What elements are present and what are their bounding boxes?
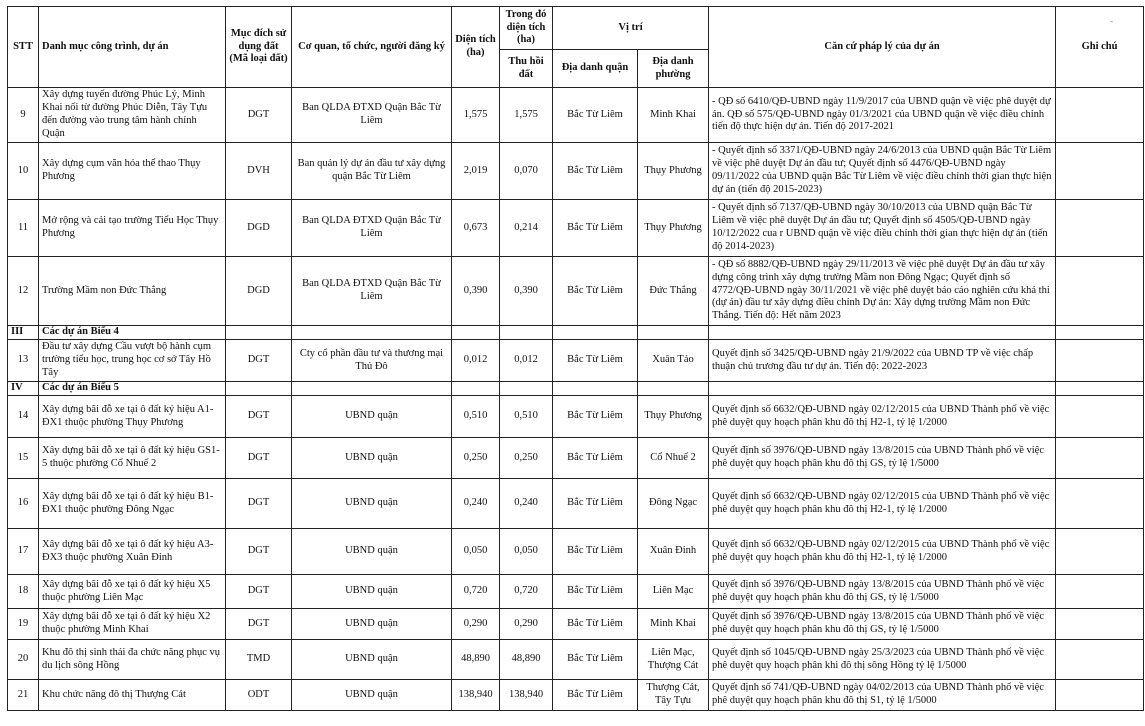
- cell-district: Bắc Từ Liêm: [553, 575, 638, 609]
- cell-stt: 18: [8, 575, 39, 609]
- cell-stt: 17: [8, 529, 39, 575]
- cell-ward: Thụy Phương: [638, 143, 709, 200]
- cell-area: 48,890: [452, 640, 500, 680]
- cell-note: [1056, 575, 1144, 609]
- header-stt: STT: [8, 7, 39, 88]
- cell-legal: Quyết định số 6632/QĐ-UBND ngày 02/12/2015 của UBND Thành phố về việc phê duyệt quy hoạch phân khu đô thị H2-1, tỷ lệ 1/2000: [709, 529, 1056, 575]
- cell-agency: Cty cổ phần đầu tư và thương mại Thủ Đô: [292, 340, 452, 382]
- cell-legal: Quyết định số 3976/QĐ-UBND ngày 13/8/2015 của UBND Thành phố về việc phê duyệt quy hoạch phân khu đô thị GS, tỷ lệ 1/5000: [709, 575, 1056, 609]
- cell-ward: Đông Ngạc: [638, 479, 709, 529]
- cell-note: [1056, 680, 1144, 711]
- cell-note: [1056, 200, 1144, 257]
- cell-legal: - Quyết định số 7137/QĐ-UBND ngày 30/10/2013 của UBND quận Bắc Từ Liêm về việc phê duyệt Dự án đầu tư; Quyết định số 4505/QĐ-UBND ngày 10/12/2022 cua r UBND quận về việc điều chỉnh thời gian thực hiện dự án (tiến độ 2014-2023): [709, 200, 1056, 257]
- cell-agency: Ban quản lý dự án đầu tư xây dựng quận Bắc Từ Liêm: [292, 143, 452, 200]
- cell-ward: Thụy Phương: [638, 200, 709, 257]
- cell-district: Bắc Từ Liêm: [553, 340, 638, 382]
- cell-area: 0,050: [452, 529, 500, 575]
- cell-project: Đầu tư xây dựng Cầu vượt bộ hành cụm trường tiểu học, trung học cơ sở Tây Hồ Tây: [39, 340, 226, 382]
- cell-stt: 16: [8, 479, 39, 529]
- project-table: [7, 6, 1144, 711]
- cell-stt: 13: [8, 340, 39, 382]
- table-row: [8, 88, 1144, 143]
- cell-purpose: DGT: [226, 479, 292, 529]
- cell-district: Bắc Từ Liêm: [553, 640, 638, 680]
- cell-purpose: DGT: [226, 609, 292, 640]
- cell-legal: Quyết định số 6632/QĐ-UBND ngày 02/12/2015 của UBND Thành phố về việc phê duyệt quy hoạch phân khu đô thị H2-1, tỷ lệ 1/2000: [709, 479, 1056, 529]
- cell-agency: Ban QLDA ĐTXD Quận Bắc Từ Liêm: [292, 257, 452, 326]
- cell-note: [1056, 396, 1144, 438]
- cell-purpose: DGT: [226, 88, 292, 143]
- cell-stt: 19: [8, 609, 39, 640]
- cell-area: 0,510: [452, 396, 500, 438]
- table-row: [8, 575, 1144, 609]
- cell-recovered: 0,240: [500, 479, 553, 529]
- cell-ward: Thượng Cát, Tây Tựu: [638, 680, 709, 711]
- cell-area: 0,720: [452, 575, 500, 609]
- cell-stt: 20: [8, 640, 39, 680]
- cell-legal: - Quyết định số 3371/QĐ-UBND ngày 24/6/2013 của UBND quận Bắc Từ Liêm về việc phê duyệt Dự án đầu tư; Quyết định số 4476/QĐ-UBND ngày 09/11/2022 của UBND quận Bắc Từ Liêm về việc điều chỉnh thời gian thực hiện dự án (tiến độ 2015-2023): [709, 143, 1056, 200]
- table-row: [8, 680, 1144, 711]
- corner-mark: -: [1110, 17, 1113, 26]
- cell-agency: UBND quận: [292, 575, 452, 609]
- cell-agency: Ban QLDA ĐTXD Quận Bắc Từ Liêm: [292, 200, 452, 257]
- cell-purpose: DGT: [226, 396, 292, 438]
- cell-stt: 10: [8, 143, 39, 200]
- cell-legal: Quyết định số 6632/QĐ-UBND ngày 02/12/2015 của UBND Thành phố về việc phê duyệt quy hoạch phân khu đô thị H2-1, tỷ lệ 1/2000: [709, 396, 1056, 438]
- header-recovered: Thu hồi đất: [500, 50, 553, 88]
- cell-stt: 12: [8, 257, 39, 326]
- section-row: [8, 382, 1144, 396]
- cell-legal: Quyết định số 741/QĐ-UBND ngày 04/02/2013 của UBND Thành phố về việc phê duyệt quy hoạch phân khu đô thị S1, tỷ lệ 1/5000: [709, 680, 1056, 711]
- cell-stt: 11: [8, 200, 39, 257]
- cell-stt: 15: [8, 438, 39, 479]
- cell-area: 0,240: [452, 479, 500, 529]
- cell-district: Bắc Từ Liêm: [553, 200, 638, 257]
- cell-ward: Xuân Đỉnh: [638, 529, 709, 575]
- cell-agency: UBND quận: [292, 609, 452, 640]
- header-ward: Địa danh phường: [638, 50, 709, 88]
- cell-agency: UBND quận: [292, 396, 452, 438]
- cell-area: 0,250: [452, 438, 500, 479]
- cell-district: Bắc Từ Liêm: [553, 438, 638, 479]
- cell-recovered: 0,070: [500, 143, 553, 200]
- cell-recovered: 0,390: [500, 257, 553, 326]
- cell-ward: Liên Mạc: [638, 575, 709, 609]
- cell-recovered: 48,890: [500, 640, 553, 680]
- cell-recovered: 0,214: [500, 200, 553, 257]
- cell-agency: Ban QLDA ĐTXD Quận Bắc Từ Liêm: [292, 88, 452, 143]
- land-use-table-page: [7, 6, 1143, 711]
- cell-note: [1056, 257, 1144, 326]
- cell-area: 0,012: [452, 340, 500, 382]
- cell-project: Xây dựng bãi đỗ xe tại ô đất ký hiệu B1-ĐX1 thuộc phường Đông Ngạc: [39, 479, 226, 529]
- cell-project: Xây dựng tuyến đường Phúc Lý, Minh Khai nối từ đường Phúc Diễn, Tây Tựu đến đường vào trung tâm hành chính Quận: [39, 88, 226, 143]
- cell-recovered: 0,510: [500, 396, 553, 438]
- cell-project: Khu đô thị sinh thái đa chức năng phục vụ du lịch sông Hồng: [39, 640, 226, 680]
- cell-stt: 21: [8, 680, 39, 711]
- cell-area: 1,575: [452, 88, 500, 143]
- cell-note: [1056, 88, 1144, 143]
- cell-district: Bắc Từ Liêm: [553, 680, 638, 711]
- cell-recovered: 138,940: [500, 680, 553, 711]
- cell-purpose: DGD: [226, 200, 292, 257]
- cell-ward: Cổ Nhuế 2: [638, 438, 709, 479]
- cell-ward: Xuân Tảo: [638, 340, 709, 382]
- cell-purpose: DGT: [226, 438, 292, 479]
- cell-purpose: ODT: [226, 680, 292, 711]
- cell-district: Bắc Từ Liêm: [553, 88, 638, 143]
- cell-agency: UBND quận: [292, 680, 452, 711]
- cell-project: Xây dựng cụm văn hóa thể thao Thụy Phương: [39, 143, 226, 200]
- cell-area: 138,940: [452, 680, 500, 711]
- cell-note: [1056, 340, 1144, 382]
- cell-agency: UBND quận: [292, 640, 452, 680]
- cell-district: Bắc Từ Liêm: [553, 609, 638, 640]
- cell-project: Xây dựng bãi đỗ xe tại ô đất ký hiệu X2 thuộc phường Minh Khai: [39, 609, 226, 640]
- header-note: Ghi chú: [1056, 7, 1144, 88]
- table-row: [8, 479, 1144, 529]
- cell-area: 2,019: [452, 143, 500, 200]
- table-row: [8, 609, 1144, 640]
- header-legal: Căn cứ pháp lý của dự án: [709, 7, 1056, 88]
- cell-purpose: DGT: [226, 575, 292, 609]
- cell-recovered: 0,720: [500, 575, 553, 609]
- section-title: Các dự án Biểu 4: [39, 326, 226, 340]
- section-row: [8, 326, 1144, 340]
- cell-agency: UBND quận: [292, 438, 452, 479]
- cell-legal: - QĐ số 6410/QĐ-UBND ngày 11/9/2017 của UBND quận về việc phê duyệt dự án. QĐ số 575/QĐ-UBND ngày 01/3/2021 của UBND quận về việc điều chỉnh tiến độ thực hiện dự án. Tiến độ 2017-2021: [709, 88, 1056, 143]
- cell-area: 0,390: [452, 257, 500, 326]
- cell-purpose: TMD: [226, 640, 292, 680]
- header-district: Địa danh quận: [553, 50, 638, 88]
- cell-recovered: 0,050: [500, 529, 553, 575]
- cell-district: Bắc Từ Liêm: [553, 479, 638, 529]
- cell-ward: Minh Khai: [638, 609, 709, 640]
- cell-recovered: 0,012: [500, 340, 553, 382]
- cell-note: [1056, 143, 1144, 200]
- cell-project: Mở rộng và cải tạo trường Tiểu Học Thụy Phương: [39, 200, 226, 257]
- cell-legal: Quyết định số 1045/QĐ-UBND ngày 25/3/2023 của UBND Thành phố về việc phê duyệt quy hoạch phân khi đô thị sông Hồng tỷ lệ 1/5000: [709, 640, 1056, 680]
- table-body: [8, 88, 1144, 711]
- header-project: Danh mục công trình, dự án: [39, 7, 226, 88]
- cell-district: Bắc Từ Liêm: [553, 396, 638, 438]
- cell-project: Trường Mầm non Đức Thắng: [39, 257, 226, 326]
- table-row: [8, 257, 1144, 326]
- cell-recovered: 0,250: [500, 438, 553, 479]
- cell-ward: Đức Thắng: [638, 257, 709, 326]
- cell-purpose: DGT: [226, 529, 292, 575]
- cell-project: Xây dựng bãi đỗ xe tại ô đất ký hiệu GS1-5 thuộc phường Cổ Nhuế 2: [39, 438, 226, 479]
- cell-recovered: 0,290: [500, 609, 553, 640]
- table-row: [8, 340, 1144, 382]
- cell-project: Xây dựng bãi đỗ xe tại ô đất ký hiệu X5 thuộc phường Liên Mạc: [39, 575, 226, 609]
- cell-agency: UBND quận: [292, 529, 452, 575]
- cell-ward: Minh Khai: [638, 88, 709, 143]
- table-row: [8, 438, 1144, 479]
- cell-purpose: DGT: [226, 340, 292, 382]
- cell-recovered: 1,575: [500, 88, 553, 143]
- cell-ward: Liên Mạc, Thượng Cát: [638, 640, 709, 680]
- cell-project: Xây dựng bãi đỗ xe tại ô đất ký hiệu A3-ĐX3 thuộc phường Xuân Đỉnh: [39, 529, 226, 575]
- section-stt: IV: [8, 382, 39, 396]
- cell-district: Bắc Từ Liêm: [553, 529, 638, 575]
- header-recovered-group: Trong đó diện tích (ha): [500, 7, 553, 50]
- cell-project: Xây dựng bãi đỗ xe tại ô đất ký hiệu A1-ĐX1 thuộc phường Thụy Phương: [39, 396, 226, 438]
- cell-purpose: DVH: [226, 143, 292, 200]
- cell-purpose: DGD: [226, 257, 292, 326]
- cell-project: Khu chức năng đô thị Thượng Cát: [39, 680, 226, 711]
- table-row: [8, 143, 1144, 200]
- cell-area: 0,673: [452, 200, 500, 257]
- table-row: [8, 529, 1144, 575]
- header-location: Vị trí: [553, 7, 709, 50]
- cell-legal: Quyết định số 3976/QĐ-UBND ngày 13/8/2015 của UBND Thành phố về việc phê duyệt quy hoạch phân khu đô thị GS, tỷ lệ 1/5000: [709, 609, 1056, 640]
- cell-legal: Quyết định số 3425/QĐ-UBND ngày 21/9/2022 của UBND TP về việc chấp thuận chủ trương đầu tư dự án. Tiến độ: 2022-2023: [709, 340, 1056, 382]
- header-purpose: Mục đích sử dụng đất (Mã loại đất): [226, 7, 292, 88]
- cell-note: [1056, 640, 1144, 680]
- cell-note: [1056, 529, 1144, 575]
- table-header: [8, 7, 1144, 88]
- table-row: [8, 200, 1144, 257]
- cell-area: 0,290: [452, 609, 500, 640]
- cell-district: Bắc Từ Liêm: [553, 143, 638, 200]
- cell-legal: - QĐ số 8882/QĐ-UBND ngày 29/11/2013 về việc phê duyệt Dự án đầu tư xây dựng công trình xây dựng trường Mầm non Đông Ngạc; Quyết định số 4772/QĐ-UBND ngày 30/11/2021 về việc phê duyệt báo cáo nghiên cứu khả thi (dự án) đầu tư xây dựng điều chỉnh Dự án: Xây dựng trường Mầm non Đức Thắng. Tiến độ: Hết năm 2023: [709, 257, 1056, 326]
- cell-stt: 14: [8, 396, 39, 438]
- table-row: [8, 640, 1144, 680]
- cell-note: [1056, 609, 1144, 640]
- table-row: [8, 396, 1144, 438]
- cell-agency: UBND quận: [292, 479, 452, 529]
- header-area: Diện tích (ha): [452, 7, 500, 88]
- cell-ward: Thụy Phương: [638, 396, 709, 438]
- cell-note: [1056, 479, 1144, 529]
- section-title: Các dự án Biểu 5: [39, 382, 226, 396]
- cell-legal: Quyết định số 3976/QĐ-UBND ngày 13/8/2015 của UBND Thành phố về việc phê duyệt quy hoạch phân khu đô thị GS, tỷ lệ 1/5000: [709, 438, 1056, 479]
- cell-stt: 9: [8, 88, 39, 143]
- cell-district: Bắc Từ Liêm: [553, 257, 638, 326]
- cell-note: [1056, 438, 1144, 479]
- section-stt: III: [8, 326, 39, 340]
- header-agency: Cơ quan, tổ chức, người đăng ký: [292, 7, 452, 88]
